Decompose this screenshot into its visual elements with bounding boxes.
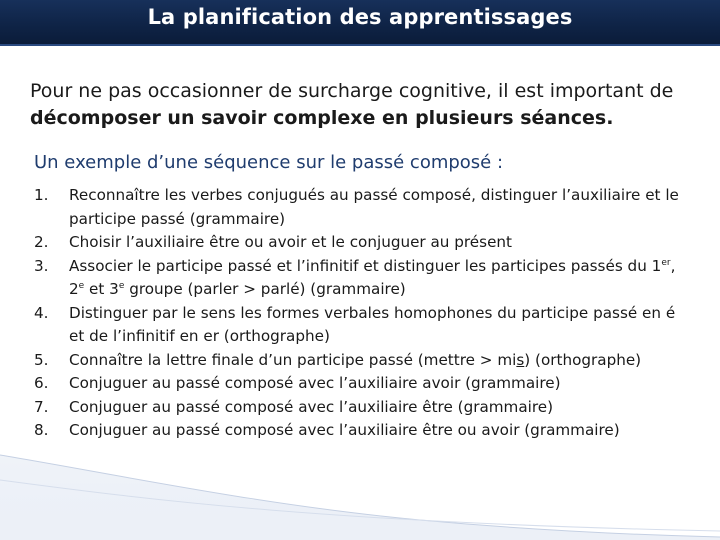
list-item-number: 1.: [34, 186, 49, 204]
list-item-text: [69, 257, 675, 299]
list-item-number: 3.: [34, 256, 49, 275]
list-item-text: Distinguer par le sens les formes verbales homophones du participe passé en é et de l’infinitif en er (orthographe): [69, 303, 676, 345]
intro-line-1: Pour ne pas occasionner de surcharge cognitive, il est important de: [30, 80, 674, 102]
list-item: [34, 231, 694, 255]
list-item-text: Conjuguer au passé composé avec l’auxiliaire être ou avoir (grammaire): [69, 421, 620, 439]
list-item-text: Conjuguer au passé composé avec l’auxiliaire être (grammaire): [69, 397, 554, 416]
superscript: e: [118, 280, 125, 291]
steps-list: [34, 184, 694, 443]
list-item: [34, 419, 694, 443]
text-part: , 2: [69, 256, 676, 298]
list-item: [34, 396, 694, 420]
list-item-text: [69, 351, 641, 369]
list-item: [34, 302, 694, 349]
list-item: [34, 184, 694, 231]
list-item-text: Conjuguer au passé composé avec l’auxiliaire avoir (grammaire): [69, 374, 561, 392]
list-item: [34, 349, 694, 373]
decorative-wave: [0, 445, 720, 540]
superscript: e: [78, 280, 85, 291]
superscript: er: [661, 257, 671, 268]
text-part: ) (orthographe): [524, 350, 642, 369]
intro-line-2: décomposer un savoir complexe en plusieurs séances.: [30, 107, 614, 129]
list-item-number: 2.: [34, 233, 49, 251]
list-item-number: 4.: [34, 303, 49, 322]
list-item-number: 7.: [34, 397, 49, 416]
text-part: Associer le participe passé et l’infinitif et distinguer les participes passés du 1: [69, 256, 662, 275]
title-bar: [0, 0, 720, 46]
list-item-text: Reconnaître les verbes conjugués au passé composé, distinguer l’auxiliaire et le participe passé (grammaire): [69, 186, 679, 228]
list-item-number: 5.: [34, 350, 49, 369]
slide-title: La planification des apprentissages: [147, 5, 573, 29]
list-item-text: Choisir l’auxiliaire être ou avoir et le conjuguer au présent: [69, 233, 512, 251]
list-item: [34, 255, 694, 302]
underlined-letter: s: [516, 350, 525, 369]
list-item: [34, 372, 694, 396]
list-item-number: 6.: [34, 374, 49, 392]
text-part: et 3: [84, 280, 119, 298]
text-part: Connaître la lettre finale d’un participe passé (mettre > mi: [69, 350, 517, 369]
intro-paragraph: [30, 78, 700, 132]
list-item-number: 8.: [34, 421, 49, 439]
sequence-subtitle: Un exemple d’une séquence sur le passé composé :: [34, 152, 504, 173]
text-part: groupe (parler > parlé) (grammaire): [124, 280, 406, 298]
